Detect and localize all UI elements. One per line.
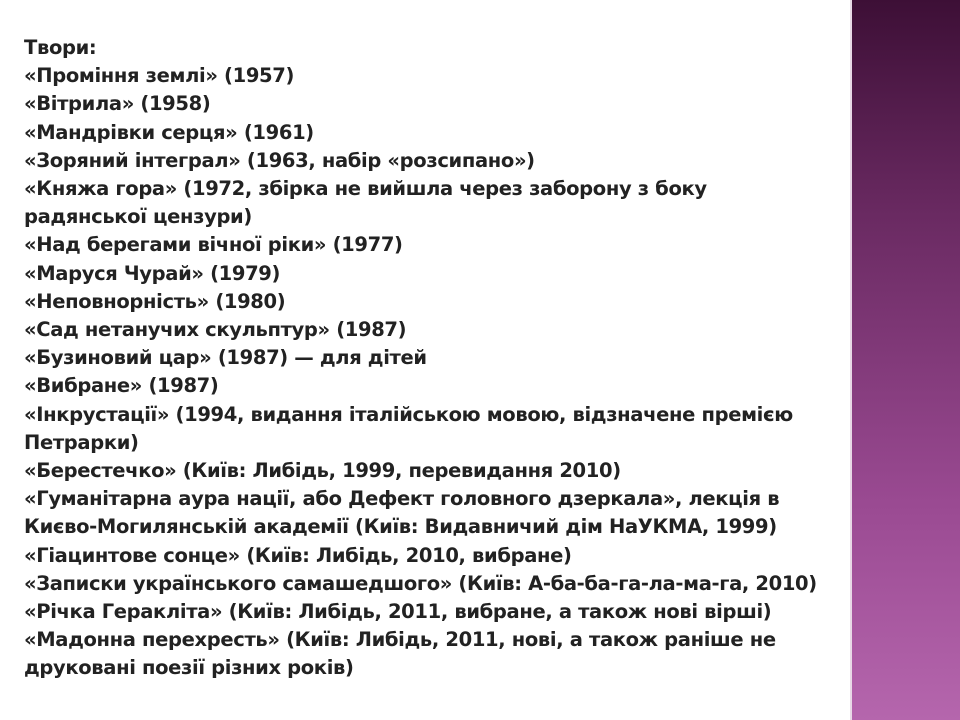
work-line: «Над берегами вічної ріки» (1977) xyxy=(24,233,403,257)
work-line: радянської цензури) xyxy=(24,205,252,229)
work-line: «Мандрівки серця» (1961) xyxy=(24,120,314,144)
work-line: «Записки українського самашедшого» (Київ: А-ба-ба-га-ла-ма-га, 2010) xyxy=(24,571,817,595)
work-line: «Княжа гора» (1972, збірка не вийшла через заборону з боку xyxy=(24,177,707,201)
work-line: «Неповнорність» (1980) xyxy=(24,289,286,313)
work-line: «Річка Геракліта» (Київ: Либідь, 2011, вибране, а також нові вірші) xyxy=(24,600,772,624)
works-list xyxy=(24,34,834,683)
work-line: «Гіацинтове сонце» (Київ: Либідь, 2010, вибране) xyxy=(24,543,572,567)
work-line: «Інкрустації» (1994, видання італійською мовою, відзначене премією xyxy=(24,402,793,426)
work-line: друковані поезії різних років) xyxy=(24,656,354,680)
work-line: «Вибране» (1987) xyxy=(24,374,219,398)
work-line: «Мадонна перехресть» (Київ: Либідь, 2011, нові, а також раніше не xyxy=(24,628,776,652)
work-line: Києво-Могилянській академії (Київ: Видавничий дім НаУКМА, 1999) xyxy=(24,515,777,539)
works-heading: Твори: xyxy=(24,36,97,59)
work-line: «Маруся Чурай» (1979) xyxy=(24,261,281,285)
work-line: «Проміння землі» (1957) xyxy=(24,64,295,88)
work-line: «Вітрила» (1958) xyxy=(24,92,211,116)
decorative-side-bar xyxy=(852,0,960,720)
work-line: Петрарки) xyxy=(24,430,139,454)
work-line: «Сад нетанучих скульптур» (1987) xyxy=(24,318,407,342)
work-line: «Гуманітарна аура нації, або Дефект головного дзеркала», лекція в xyxy=(24,487,780,511)
work-line: «Берестечко» (Київ: Либідь, 1999, перевидання 2010) xyxy=(24,459,621,483)
work-line: «Бузиновий цар» (1987) — для дітей xyxy=(24,346,427,370)
work-line: «Зоряний інтеграл» (1963, набір «розсипано») xyxy=(24,148,535,172)
